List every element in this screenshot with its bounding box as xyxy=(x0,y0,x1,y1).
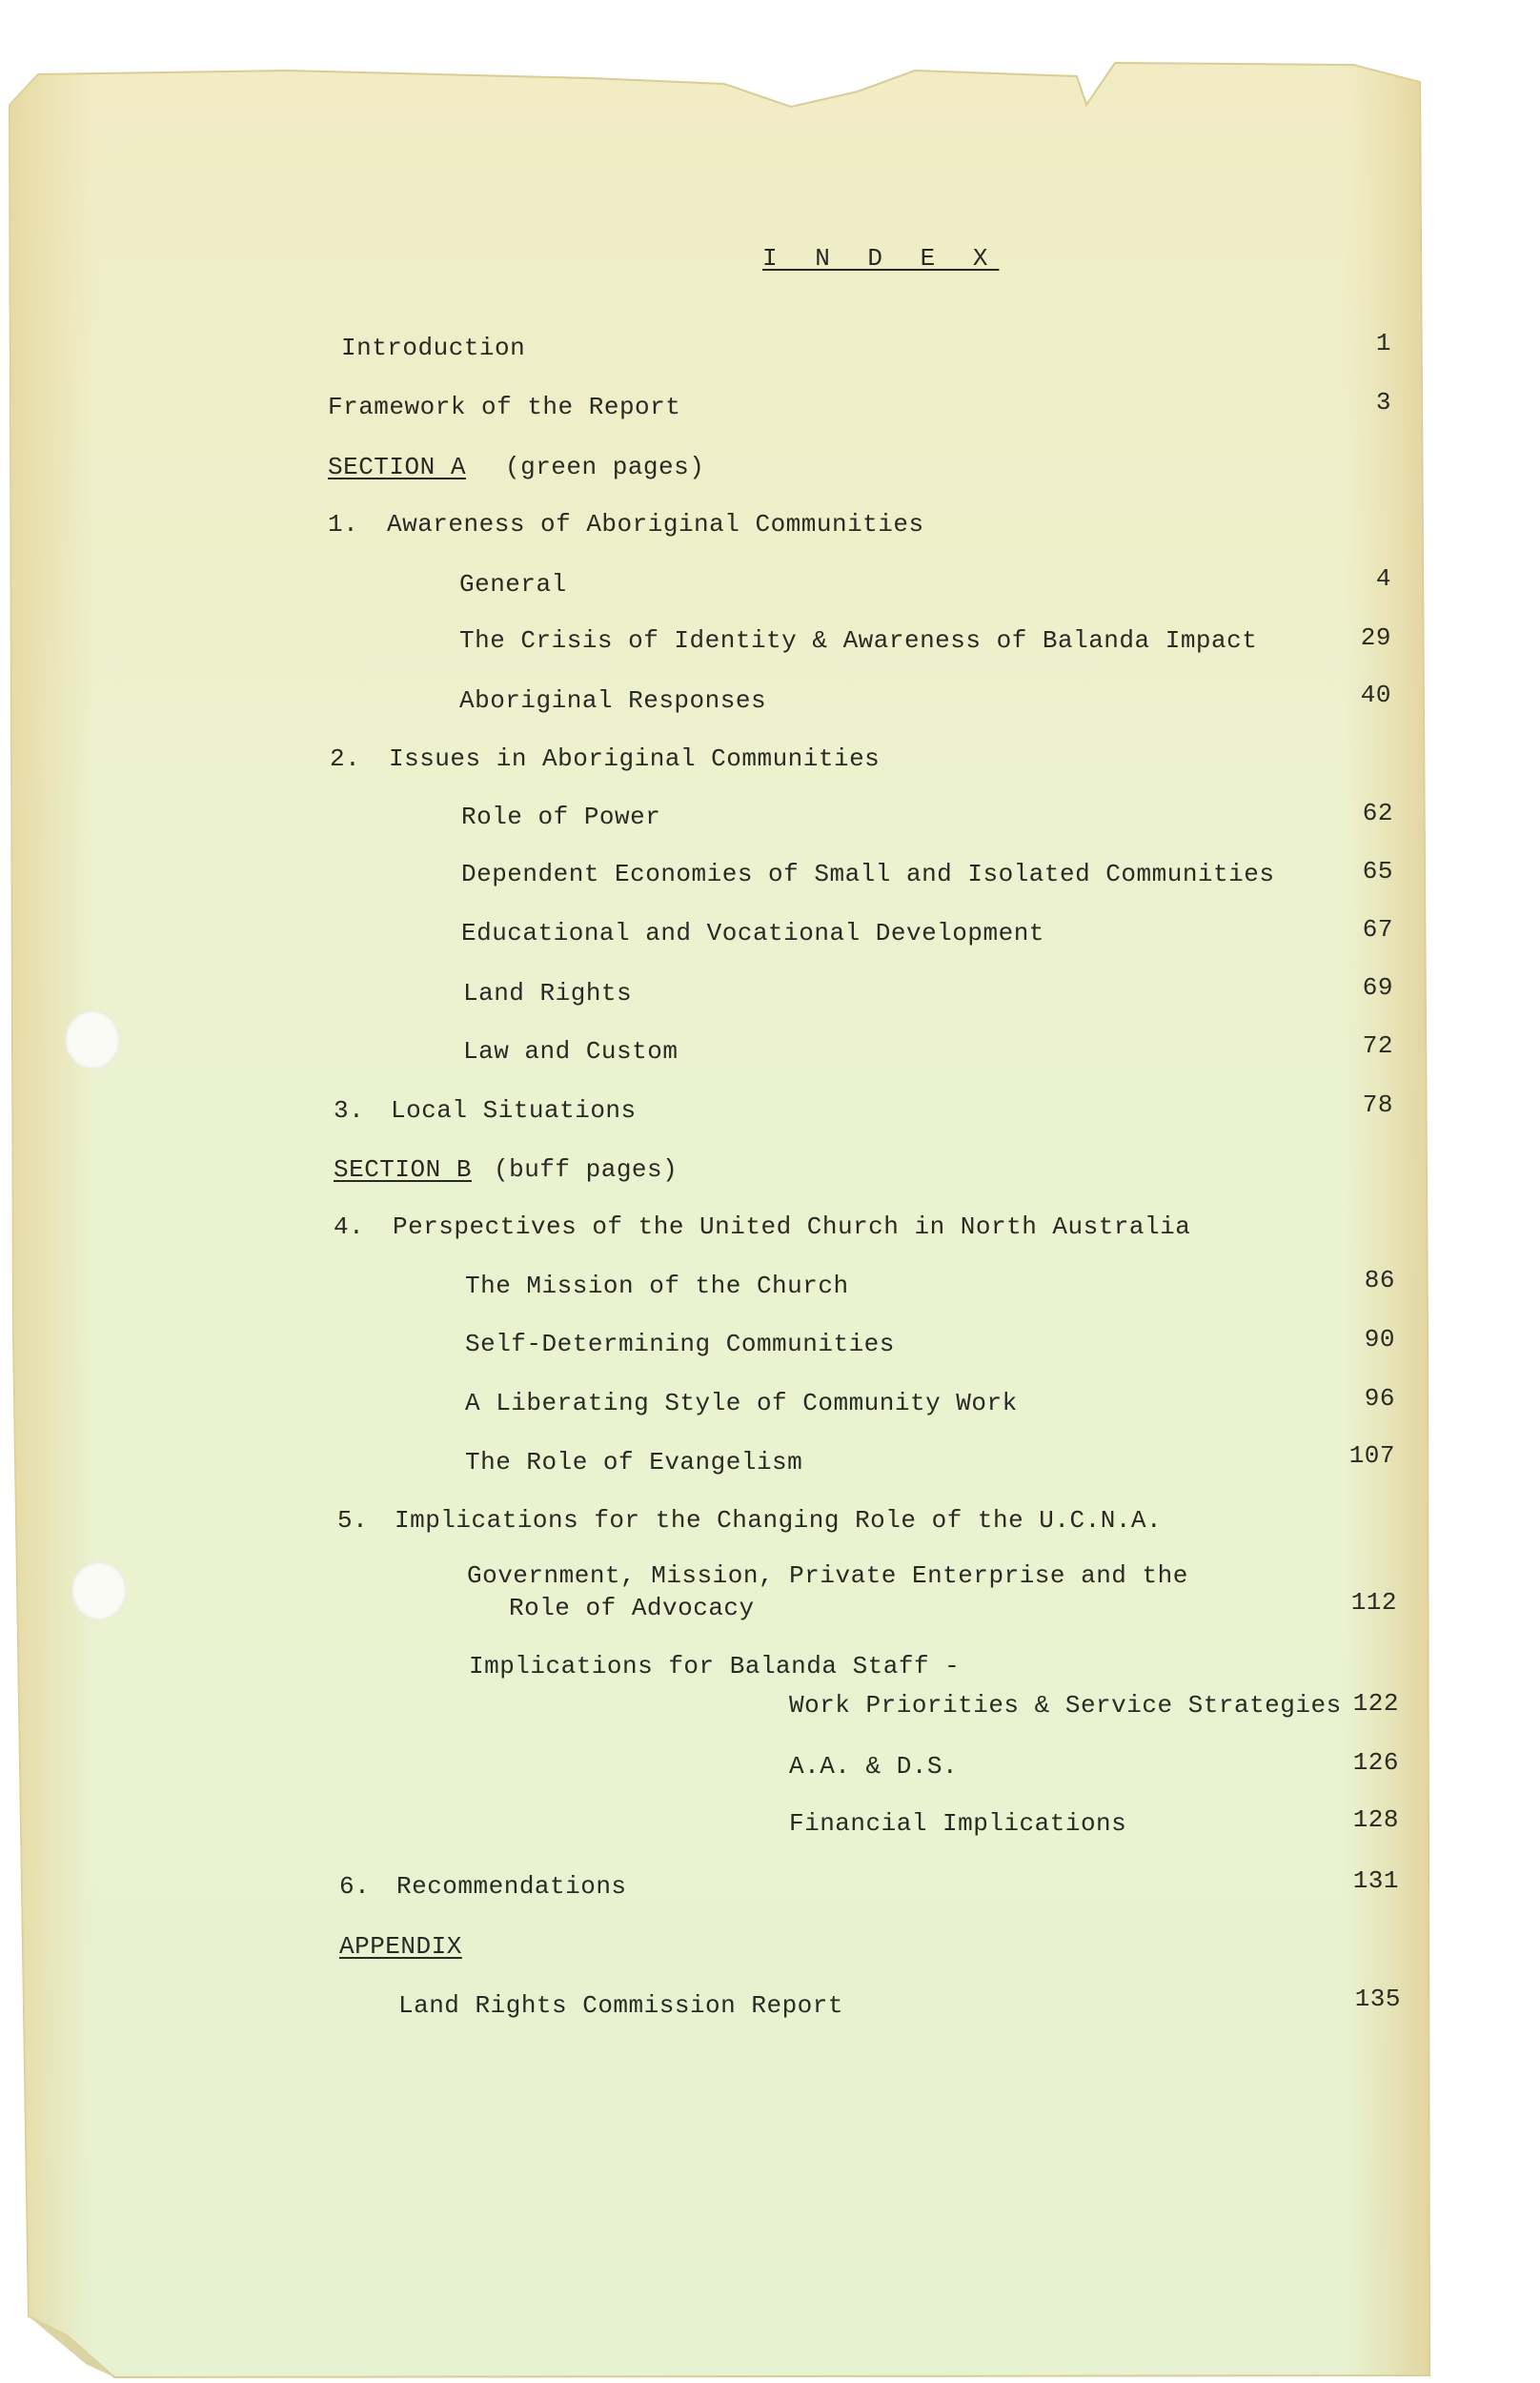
section-b-note: (buff pages) xyxy=(494,1155,679,1184)
index-title: I N D E X xyxy=(762,244,1000,273)
page-local-situations: 78 xyxy=(1362,1090,1393,1119)
entry-dependent-economies: Dependent Economies of Small and Isolated Communities xyxy=(461,860,1275,888)
page-self-determining: 90 xyxy=(1364,1325,1395,1354)
entry-role-of-power: Role of Power xyxy=(461,803,661,831)
entry-aads: A.A. & D.S. xyxy=(789,1752,959,1781)
page-liberating-style: 96 xyxy=(1364,1384,1395,1413)
page-land-commission: 135 xyxy=(1354,1985,1401,2013)
chapter-1-title: Awareness of Aboriginal Communities xyxy=(387,510,924,539)
page-dependent-economies: 65 xyxy=(1362,857,1393,886)
page-framework: 3 xyxy=(1375,388,1391,417)
entry-general: General xyxy=(459,570,567,599)
appendix-heading: APPENDIX xyxy=(339,1932,462,1961)
page-mission-of-church: 86 xyxy=(1364,1266,1395,1294)
page-evangelism: 107 xyxy=(1348,1441,1395,1470)
page-general: 4 xyxy=(1375,564,1391,593)
page-role-of-power: 62 xyxy=(1362,799,1393,827)
entry-financial: Financial Implications xyxy=(789,1809,1127,1838)
entry-land-commission: Land Rights Commission Report xyxy=(398,1991,843,2020)
chapter-4-number: 4. xyxy=(334,1212,365,1241)
page-financial: 128 xyxy=(1352,1805,1399,1834)
entry-mission-of-church: The Mission of the Church xyxy=(465,1272,849,1300)
page-land-rights: 69 xyxy=(1362,973,1393,1002)
chapter-6-title: Recommendations xyxy=(396,1872,627,1901)
chapter-3-title: Local Situations xyxy=(391,1096,637,1125)
chapter-1-number: 1. xyxy=(328,510,359,539)
page-recommendations: 131 xyxy=(1352,1866,1399,1895)
entry-land-rights: Land Rights xyxy=(463,979,633,1008)
chapter-2-title: Issues in Aboriginal Communities xyxy=(389,744,881,773)
page-crisis: 29 xyxy=(1360,623,1391,652)
chapter-6-number: 6. xyxy=(339,1872,371,1901)
page-introduction: 1 xyxy=(1375,329,1391,357)
chapter-5-number: 5. xyxy=(337,1506,369,1535)
page-aads: 126 xyxy=(1352,1748,1399,1777)
page-government: 112 xyxy=(1350,1588,1397,1617)
entry-law-custom: Law and Custom xyxy=(463,1037,679,1066)
chapter-2-number: 2. xyxy=(330,744,361,773)
chapter-4-title: Perspectives of the United Church in North Australia xyxy=(393,1212,1191,1241)
page-responses: 40 xyxy=(1360,681,1391,709)
entry-work-priorities: Work Priorities & Service Strategies xyxy=(789,1691,1342,1720)
page-law-custom: 72 xyxy=(1362,1031,1393,1060)
punch-hole-bottom xyxy=(71,1561,127,1620)
entry-evangelism: The Role of Evangelism xyxy=(465,1448,803,1477)
section-a-heading: SECTION A xyxy=(328,453,466,481)
punch-hole-top xyxy=(65,1010,120,1069)
entry-crisis: The Crisis of Identity & Awareness of Balanda Impact xyxy=(459,626,1258,655)
page-work-priorities: 122 xyxy=(1352,1689,1399,1718)
entry-introduction: Introduction xyxy=(341,334,526,362)
section-a-note: (green pages) xyxy=(505,453,705,481)
entry-government-line1: Government, Mission, Private Enterprise and the xyxy=(467,1561,1188,1590)
page-education: 67 xyxy=(1362,915,1393,944)
chapter-5-title: Implications for the Changing Role of the U.C.N.A. xyxy=(395,1506,1163,1535)
section-b-heading: SECTION B xyxy=(334,1155,472,1184)
entry-framework: Framework of the Report xyxy=(328,393,681,421)
entry-balanda-staff: Implications for Balanda Staff - xyxy=(469,1652,961,1680)
entry-education: Educational and Vocational Development xyxy=(461,919,1044,947)
chapter-3-number: 3. xyxy=(334,1096,365,1125)
entry-government-line2: Role of Advocacy xyxy=(509,1594,755,1622)
entry-responses: Aboriginal Responses xyxy=(459,686,767,715)
entry-self-determining: Self-Determining Communities xyxy=(465,1330,895,1358)
entry-liberating-style: A Liberating Style of Community Work xyxy=(465,1389,1018,1417)
